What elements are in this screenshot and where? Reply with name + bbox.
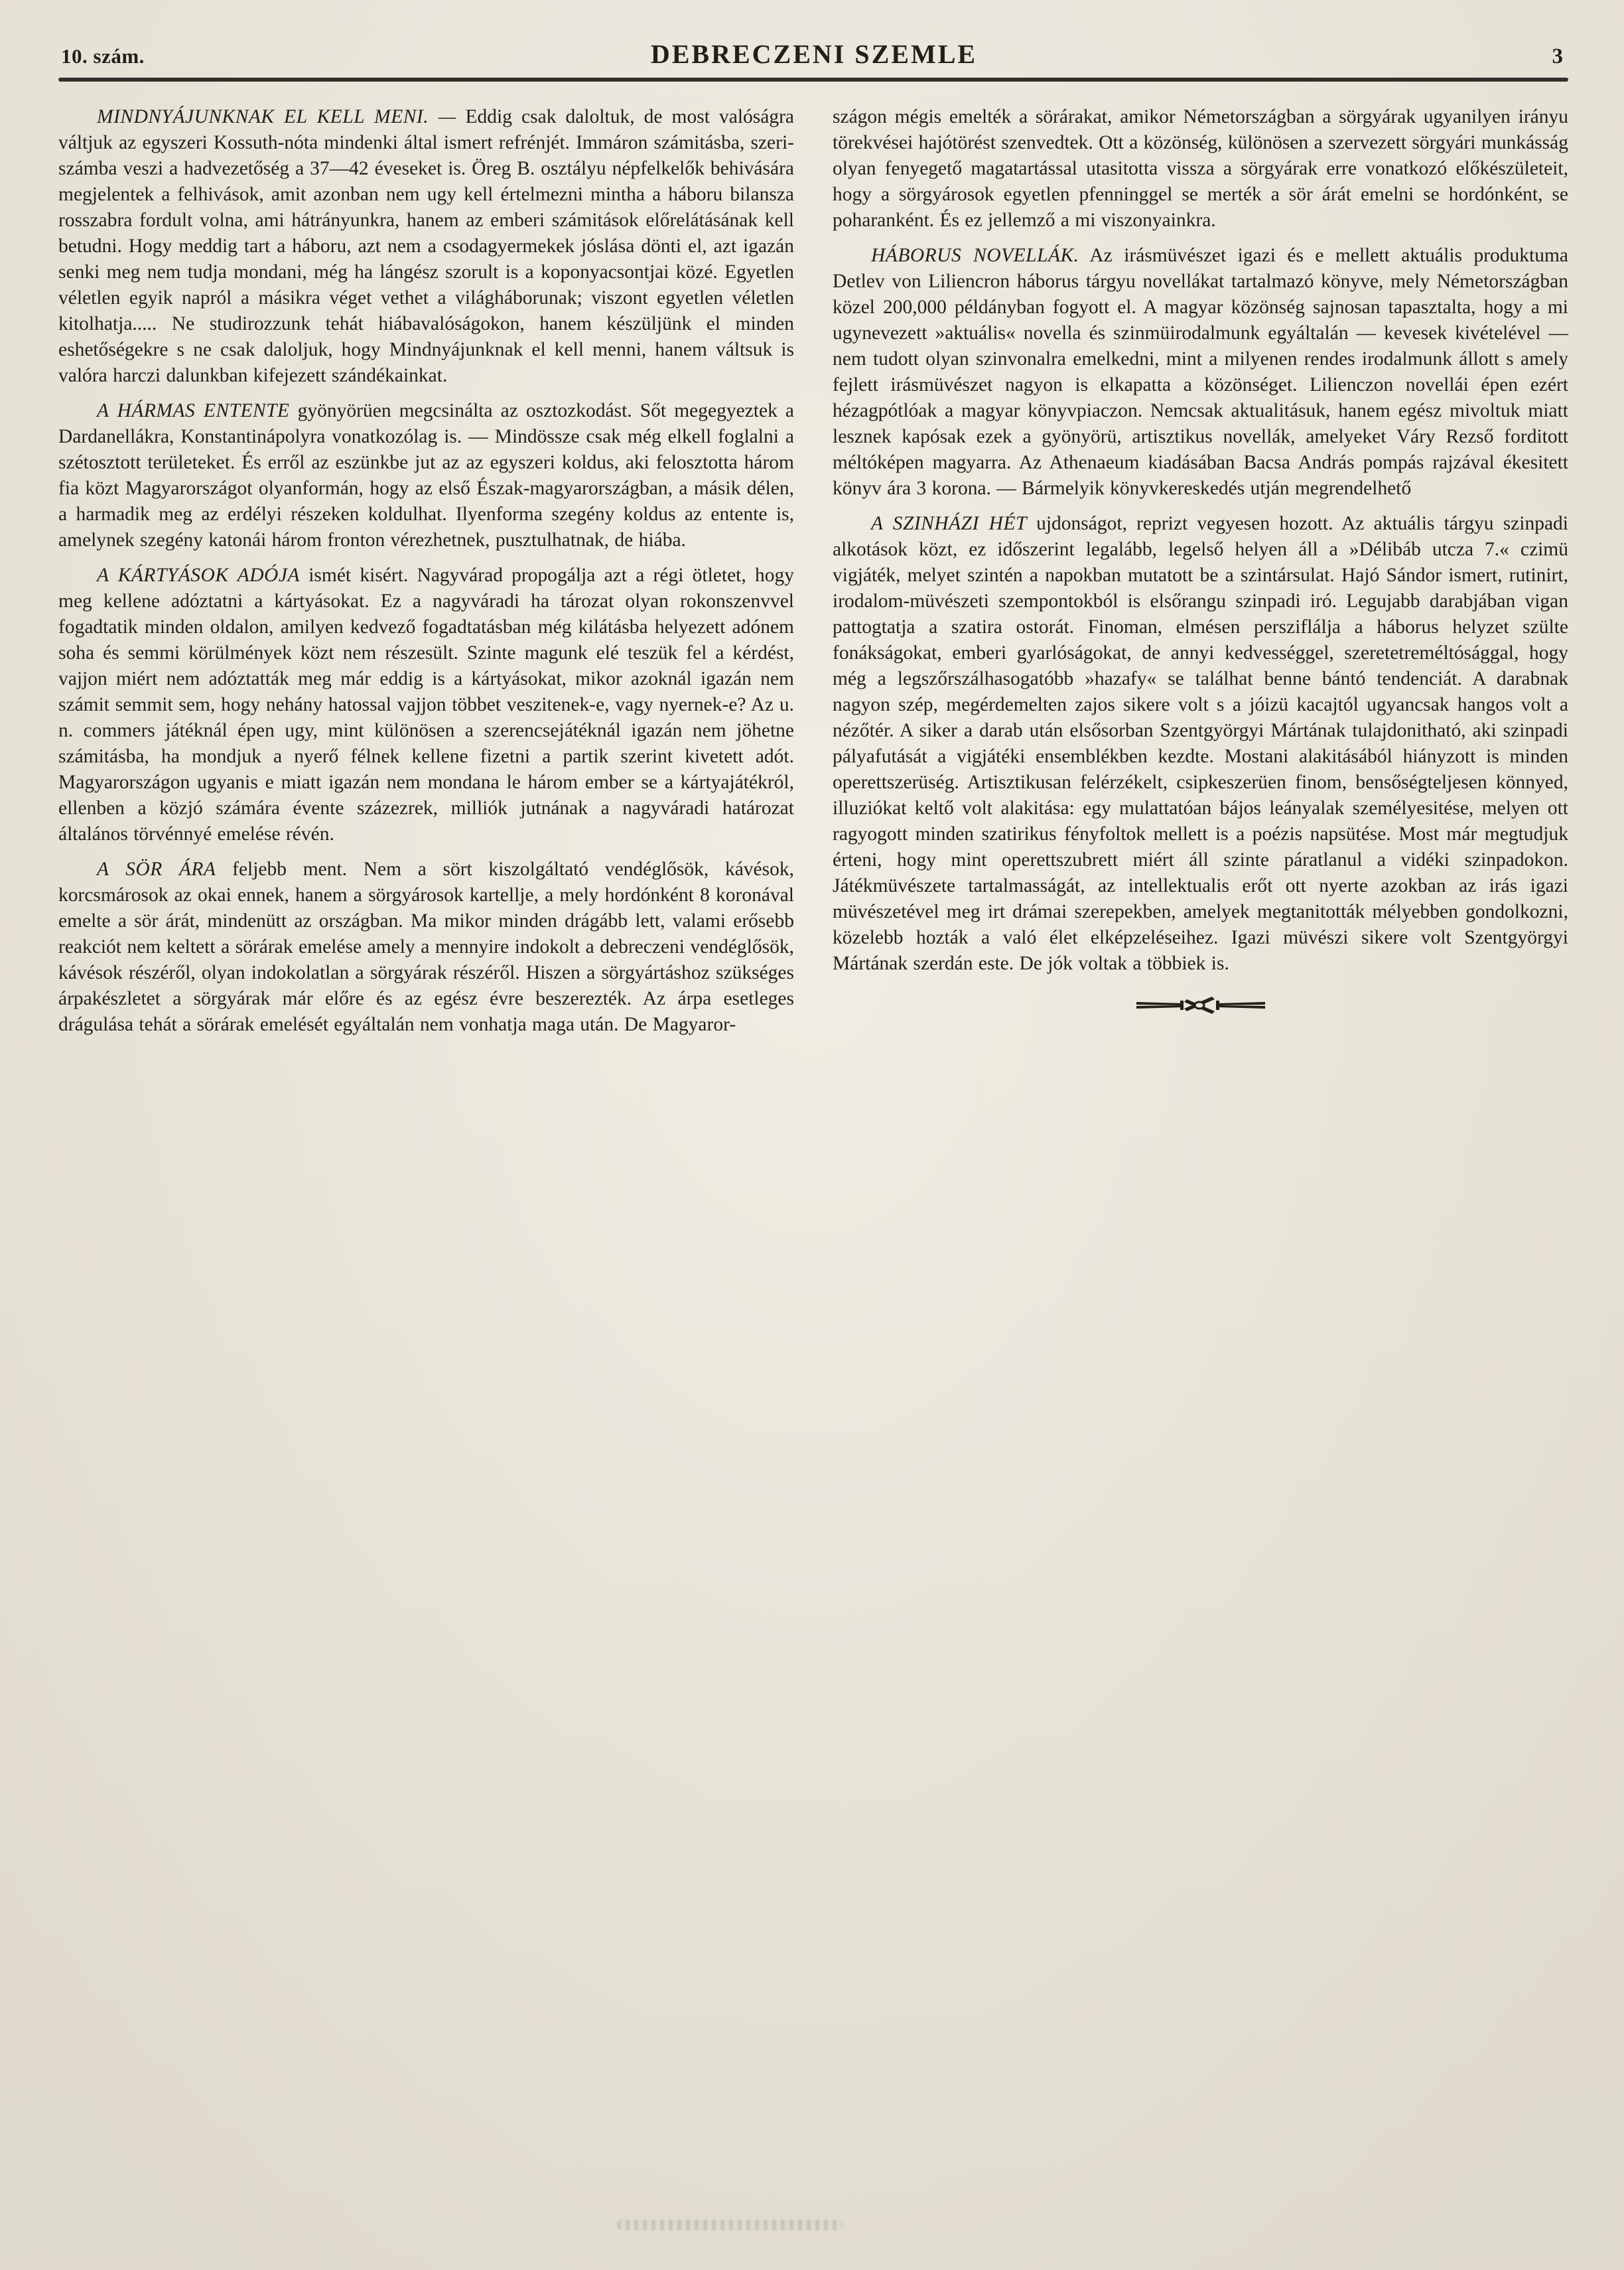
scan-smudge bbox=[617, 2220, 843, 2230]
article-title: A HÁRMAS ENTENTE bbox=[97, 400, 290, 421]
page-header bbox=[58, 38, 1568, 76]
article-paragraph: A KÁRTYÁSOK ADÓJA ismét kisért. Nagyvárad propogálja azt a régi ötletet, hogy meg kellene adóztatni a kártyásokat. Ez a nagyváradi ha tározat olyan rokonszenvvel fogadtatik minden oldalon, amilyen kedvező fogadtatásban még kilátásba helyezett adónem soha és semmi körülmények közt nem részesült. Szinte magunk elé teszük fel a kérdést, vajjon miért nem adóztatták meg már eddig is a kártyásokat, mikor azoknál igazán nem számit semmit sem, hogy nehány hatossal vajjon többet veszitenek-e, vagy nyernek-e? Az u. n. commers játéknál épen ugy, mint különösen a szerencsejátéknál igazán nem jöhetne számitásba, ha mondjuk a nyerő félnek kellene fizetni a partik szerint kivetett adót. Magyarországon ugyanis e miatt igazán nem mondana le három ember se a kártyajátékról, ellenben a közjó számára évente százezrek, milliók jutnának a nagyváradi határozat általános törvénnyé emelése révén. bbox=[58, 565, 794, 845]
left-column-articles bbox=[58, 104, 794, 1038]
article-title: A SZINHÁZI HÉT bbox=[871, 513, 1027, 534]
article-continuation-paragraph: szágon mégis emelték a sörárakat, amikor Németországban a sörgyárak ugyanilyen irányu törekvései hajótörést szenvedtek. Ott a közönség, különösen a szervezett sörgyári munkásság olyan fenyegető magatartással utasitotta vissza a sörgyárak erre vonatkozó előkészületeit, hogy a sörgyárosok egyetlen pfenninggel se merték a sör árát emelni se hordónként, se poharanként. És ez jellemző a mi viszonyainkra. bbox=[833, 106, 1568, 231]
article-paragraph: A HÁRMAS ENTENTE gyönyörüen megcsinálta az osztozkodást. Sőt megegyeztek a Dardanellákra, Konstantinápolyra vonatkozólag is. — Mindössze csak még elkell foglalni a szétosztott területeket. És erről az eszünkbe jut az az egyszeri koldus, aki felosztotta három fia közt Magyarországot olyanformán, hogy az első Észak-magyarországban, a másik délen, a harmadik meg az erdélyi részeken koldulhat. Ilyenforma szegény koldus az entente is, amelynek szegény katonái három fronton vérezhetnek, pusztulhatnak, de hiába. bbox=[58, 400, 794, 551]
header-rule bbox=[58, 78, 1568, 82]
right-column bbox=[833, 104, 1568, 1047]
article-title: HÁBORUS NOVELLÁK. bbox=[871, 245, 1079, 266]
article-paragraph: A SZINHÁZI HÉT ujdonságot, reprizt vegyesen hozott. Az aktuális tárgyu szinpadi alkotások közt, ez időszerint legalább, legelső helyen áll a »Délibáb utcza 7.« czimü vigjáték, melyet szintén a napokban mutatott be a szintársulat. Hajó Sándor ismert, rutinirt, irodalom-müvészeti szempontokból is elsőrangu szinpadi iró. Legujabb darabjában vigan pattogtatja a szatira ostorát. Finoman, elmésen persziflálja a háborus helyzet szülte fonákságokat, emberi gyarlóságokat, de annyi kedvességgel, szeretetreméltósággal, hogy még a legszőrszálhasogatóbb »hazafy« se találhat benne bántó tendenciát. A darabnak nagyon szép, megérdemelten zajos sikere volt s a jóizü kacajtól ugyancsak hangos volt a nézőtér. A siker a darab után elsősorban Szentgyörgyi Mártának tulajdonitható, aki szinpadi pályafutását a vigjátéki ensemblékben kezdte. Mostani alakitásából hiányzott is minden operettszerüség. Artisztikusan felérzékelt, csipkeszerüen finom, bensőségteljesen könnyed, illuziókat keltő volt alakitása: egy mulattatóan bájos leányalak személyesitése, melyen ott ragyogott minden szatirikus fényfoltok mellett is a poézis napsütése. Most már megtudjuk érteni, hogy mint operettszubrett miért áll szinte páratlanul a vidéki szinpadokon. Játékmüvészete tartalmasságát, az intellektualis erőt ott nyerte azokban az irás igazi müvészetével meg irt drámai szerepekben, amelyek megtanitották mélyebben gondolkozni, közelebb hozták a való élet elképzeléseihez. Igazi müvészi sikere volt Szentgyörgyi Mártának szerdán este. De jók voltak a többiek is. bbox=[833, 513, 1569, 974]
article-paragraph: A SÖR ÁRA feljebb ment. Nem a sört kiszolgáltató vendéglősök, kávésok, korcsmárosok az okai ennek, hanem a sörgyárosok kartellje, a mely hordónként 8 koronával emelte a sör árát, mindenütt az országban. Ma mikor minden drágább lett, valami erősebb reakciót nem keltett a sörárak emelése amely a mennyire indokolt a debreczeni vendéglősök, kávésok részéről, olyan indokolatlan a sörgyárak részéről. Hiszen a sörgyártáshoz szükséges árpakészletet a sörgyárak már előre és az egész évre beszerezték. Az árpa esetleges drágulása tehát a sörárak emelését egyáltalán nem vonhatja maga után. De Magyaror- bbox=[58, 859, 794, 1035]
right-column-articles bbox=[833, 104, 1568, 977]
ribbon-divider-ornament bbox=[833, 994, 1568, 1017]
issue-number: 10. szám. bbox=[61, 44, 145, 68]
article-paragraph: HÁBORUS NOVELLÁK. Az irásmüvészet igazi és e mellett aktuális produktuma Detlev von Liliencron háborus tárgyu novellákat tartalmazó könyve, mely Németországban közel 200,000 példányban fogyott el. A magyar közönség sajnosan tapasztalta, hogy a mi ugynevezett »aktuális« novella és szinmüirodalmunk egyáltalán — kevesek kivételével — nem tudott olyan szinvonalra emelkedni, mint a milyenen rendes irodalmunk állott s amely fejlett irásmüvészet nagyon is elkapatta a közönséget. Lilienczon novellái épen ezért hézagpótlóak a magyar könyvpiaczon. Nemcsak aktualitásuk, hanem egész mivoltuk miatt lesznek kapósak ezek a gyönyörü, artisztikus novellák, amelyeket Váry Rezső forditott méltóképen magyarra. Az Athenaeum kiadásában Bacsa András pompás rajzával ékesitett könyv ára 3 korona. — Bármelyik könyvkereskedés utján megrendelhető bbox=[833, 245, 1569, 499]
journal-title: DEBRECZENI SZEMLE bbox=[650, 39, 978, 69]
article-columns bbox=[58, 104, 1568, 1047]
article-title: A SÖR ÁRA bbox=[97, 859, 216, 880]
article-paragraph: MINDNYÁJUNKNAK EL KELL MENI. — Eddig csak daloltuk, de most valóságra váltjuk az egyszeri Kossuth-nóta mindenki által ismert refrénjét. Immáron számitásba, szeri-számba veszi a hadvezetőség a 37—42 éveseket is. Öreg B. osztályu népfelkelők behivására megjelentek a felhivások, amit azonban nem ugy kell értelmezni mintha a háboru bilansza rosszabra fordult volna, ami hátrányunkra, hanem az emberi számitások előrelátásának kell betudni. Hogy meddig tart a háboru, azt nem a csodagyermekek jóslása dönti el, azt igazán senki meg nem tudja mondani, még ha lángész szorult is a koponyacsontjai közé. Egyetlen véletlen egyik napról a másikra véget vethet a világháborunak; viszont egyetlen véletlen kitolhatja..... Ne studirozzunk tehát hiábavalóságokon, hanem készüljünk el minden eshetőségekre s ne csak daloljuk, hogy Mindnyájunknak el kell menni, hanem váltsuk is valóra harczi dalunkban kifejezett szándékainkat. bbox=[58, 106, 795, 386]
page-number: 3 bbox=[1552, 44, 1563, 68]
article-title: MINDNYÁJUNKNAK EL KELL MENI. — bbox=[97, 106, 456, 127]
ribbon-divider-icon bbox=[1131, 994, 1270, 1017]
article-title: A KÁRTYÁSOK ADÓJA bbox=[97, 565, 300, 586]
left-column bbox=[58, 104, 794, 1047]
